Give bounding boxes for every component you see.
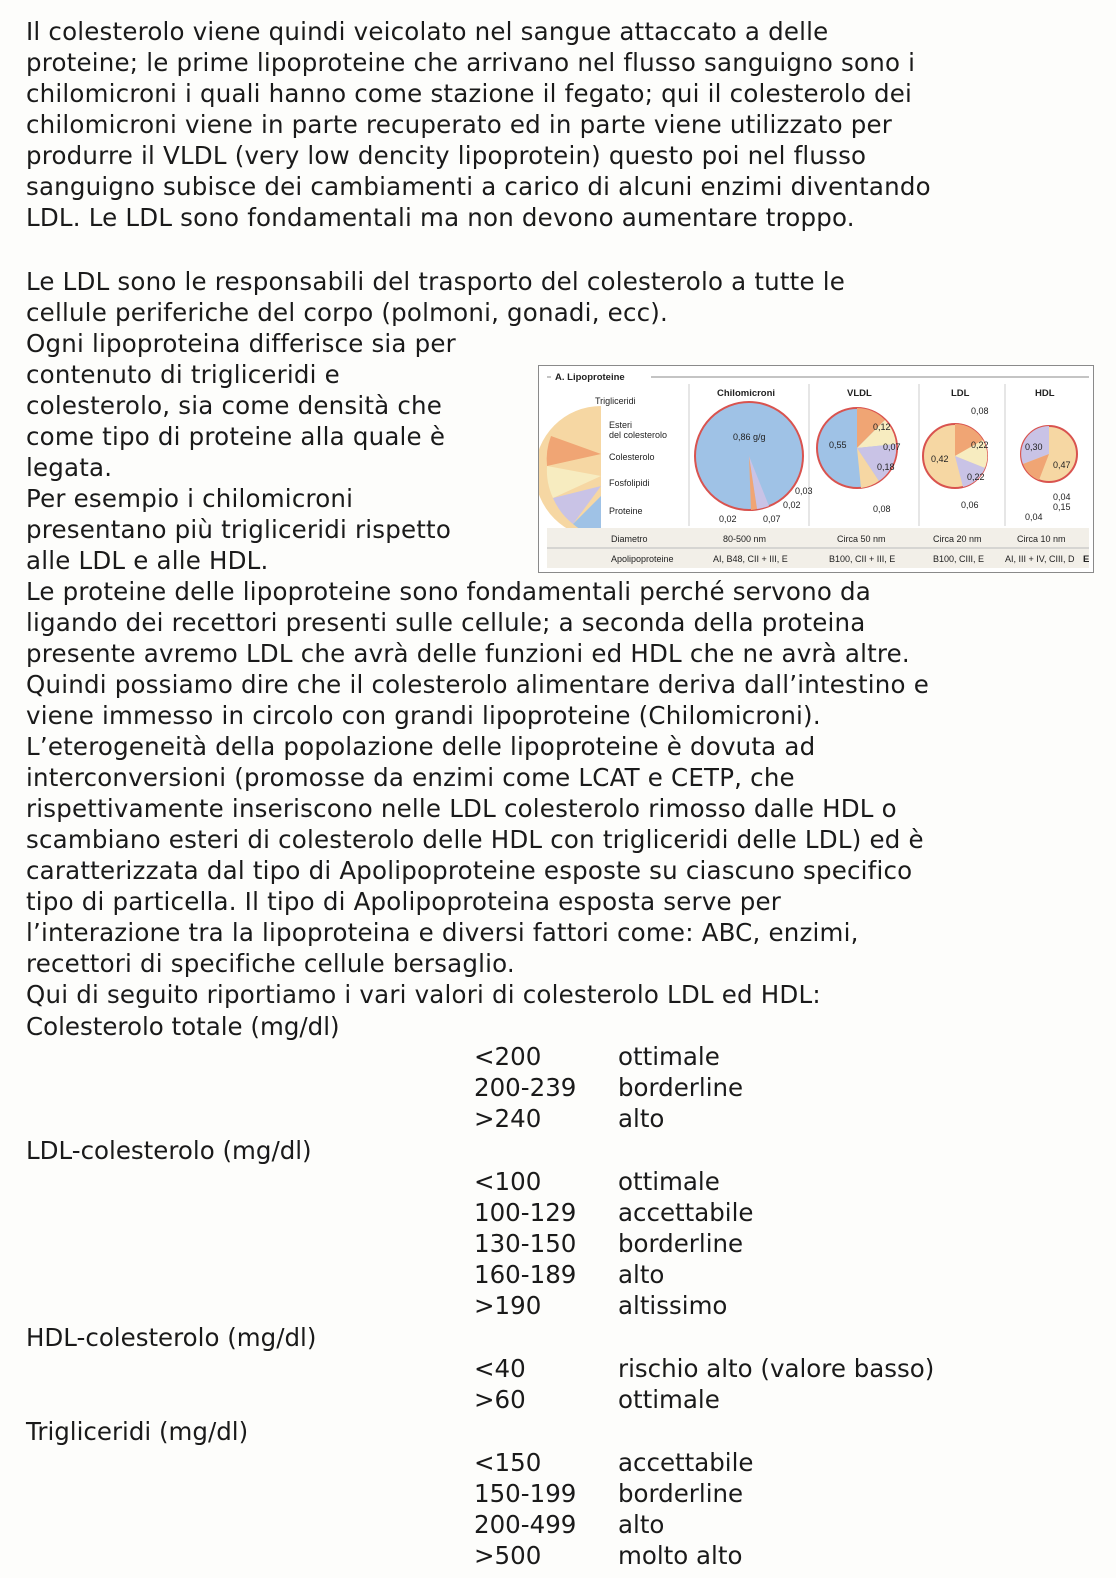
range-value: >190	[474, 1291, 542, 1320]
text-line: tipo di particella. Il tipo di Apolipoproteina esposta serve per	[26, 887, 782, 916]
chylomicron-value-4: 0,07	[763, 514, 781, 524]
column-ldl: LDL	[951, 388, 970, 399]
text-line: LDL. Le LDL sono fondamentali ma non devono aumentare troppo.	[26, 203, 855, 232]
range-value: 200-239	[474, 1073, 577, 1102]
hdl-value-2: 0,47	[1053, 460, 1071, 470]
text-line: rispettivamente inseriscono nelle LDL colesterolo rimosso dalle HDL o	[26, 794, 897, 823]
range-value: 200-499	[474, 1510, 577, 1539]
range-label: ottimale	[618, 1167, 720, 1196]
range-value: <150	[474, 1448, 542, 1477]
section-title-ldl: LDL-colesterolo (mg/dl)	[26, 1136, 312, 1165]
text-line: chilomicroni viene in parte recuperato ed in parte viene utilizzato per	[26, 110, 893, 139]
text-line: L’eterogeneità della popolazione delle lipoproteine è dovuta ad	[26, 732, 816, 761]
figure-corner-letter: E	[1083, 554, 1090, 565]
range-label: rischio alto (valore basso)	[618, 1354, 935, 1383]
vldl-value-3: 0,07	[883, 442, 901, 452]
text-line: proteine; le prime lipoproteine che arrivano nel flusso sanguigno sono i	[26, 48, 916, 77]
vldl-value-1: 0,55	[829, 440, 847, 450]
column-hdl: HDL	[1035, 388, 1055, 399]
range-value: >60	[474, 1385, 526, 1414]
range-label: accettabile	[618, 1198, 754, 1227]
chylomicron-value-2: 0,02	[783, 500, 801, 510]
legend-label-colesterolo: Colesterolo	[609, 452, 655, 462]
range-value: 160-189	[474, 1260, 577, 1289]
ldl-value-3: 0,22	[971, 440, 989, 450]
paragraph-lipoprotein-differences	[26, 328, 456, 576]
range-label: ottimale	[618, 1385, 720, 1414]
range-label: alto	[618, 1104, 665, 1133]
range-value: >500	[474, 1541, 542, 1570]
text-line: come tipo di proteine alla quale è	[26, 422, 446, 451]
chylomicron-value-3: 0,02	[719, 514, 737, 524]
text-line: recettori di specifiche cellule bersaglio.	[26, 949, 515, 978]
text-line: Qui di seguito riportiamo i vari valori di colesterolo LDL ed HDL:	[26, 980, 821, 1009]
range-label: accettabile	[618, 1448, 754, 1477]
vldl-value-2: 0,12	[873, 422, 891, 432]
range-label: altissimo	[618, 1291, 728, 1320]
text-line: presentano più trigliceridi rispetto	[26, 515, 452, 544]
text-line: alle LDL e alle HDL.	[26, 546, 269, 575]
row-diametro-vldl: Circa 50 nm	[837, 534, 886, 544]
lipoprotein-figure	[538, 365, 1094, 573]
hdl-value-4: 0,15	[1053, 502, 1071, 512]
ldl-value-5: 0,06	[961, 500, 979, 510]
legend-label-proteine: Proteine	[609, 506, 643, 516]
row-diametro-ldl: Circa 20 nm	[933, 534, 982, 544]
chylomicron-value-1: 0,03	[795, 486, 813, 496]
text-line: ligando dei recettori presenti sulle cellule; a seconda della proteina	[26, 608, 866, 637]
text-line: scambiano esteri di colesterolo delle HDL con trigliceridi delle LDL) ed è	[26, 825, 924, 854]
section-title-totale: Colesterolo totale (mg/dl)	[26, 1012, 340, 1041]
section-title-trigliceridi: Trigliceridi (mg/dl)	[26, 1417, 249, 1446]
range-value: 150-199	[474, 1479, 577, 1508]
column-vldl: VLDL	[847, 388, 872, 399]
range-label: alto	[618, 1510, 665, 1539]
text-line: Il colesterolo viene quindi veicolato nel sangue attaccato a delle	[26, 17, 829, 46]
range-value: <200	[474, 1042, 542, 1071]
range-value: 100-129	[474, 1198, 577, 1227]
text-line: contenuto di trigliceridi e	[26, 360, 340, 389]
ldl-value-4: 0,22	[967, 472, 985, 482]
chylomicron-value-tg: 0,86 g/g	[733, 432, 766, 442]
text-line: l’interazione tra la lipoproteina e diversi fattori come: ABC, enzimi,	[26, 918, 859, 947]
text-line: Ogni lipoproteina differisce sia per	[26, 329, 456, 358]
section-title-hdl: HDL-colesterolo (mg/dl)	[26, 1323, 317, 1352]
row-apo-ldl: B100, CIII, E	[933, 554, 985, 564]
hdl-value-3: 0,04	[1053, 492, 1071, 502]
range-value: 130-150	[474, 1229, 577, 1258]
legend-label-esteri-2: del colesterolo	[609, 430, 668, 440]
range-label: borderline	[618, 1479, 744, 1508]
range-value: >240	[474, 1104, 542, 1133]
text-line: presente avremo LDL che avrà delle funzioni ed HDL che ne avrà altre.	[26, 639, 910, 668]
row-diametro-label: Diametro	[611, 534, 648, 544]
figure-title: A. Lipoproteine	[555, 372, 625, 383]
text-line: Le LDL sono le responsabili del trasporto del colesterolo a tutte le	[26, 267, 846, 296]
text-line: viene immesso in circolo con grandi lipoproteine (Chilomicroni).	[26, 701, 821, 730]
legend-label-trigliceridi: Trigliceridi	[595, 396, 636, 406]
row-apo-chilo: AI, B48, CII + III, E	[713, 554, 788, 564]
row-apo-vldl: B100, CII + III, E	[829, 554, 896, 564]
range-label: ottimale	[618, 1042, 720, 1071]
text-line: produrre il VLDL (very low dencity lipoprotein) questo poi nel flusso	[26, 141, 867, 170]
paragraph-apolipoproteins	[26, 576, 929, 1010]
range-label: borderline	[618, 1073, 744, 1102]
paragraph-ldl-transport	[26, 266, 845, 328]
vldl-value-4: 0,18	[877, 462, 895, 472]
vldl-value-5: 0,08	[873, 504, 891, 514]
column-chilomicroni: Chilomicroni	[717, 388, 776, 399]
range-label: molto alto	[618, 1541, 743, 1570]
text-line: Per esempio i chilomicroni	[26, 484, 354, 513]
row-apo-hdl: AI, III + IV, CIII, D	[1005, 554, 1075, 564]
ldl-value-2: 0,42	[931, 454, 949, 464]
row-apo-label: Apolipoproteine	[611, 554, 674, 564]
range-value: <40	[474, 1354, 526, 1383]
text-line: interconversioni (promosse da enzimi come LCAT e CETP, che	[26, 763, 795, 792]
text-line: cellule periferiche del corpo (polmoni, gonadi, ecc).	[26, 298, 669, 327]
row-diametro-chilo: 80-500 nm	[723, 534, 767, 544]
text-line: sanguigno subisce dei cambiamenti a carico di alcuni enzimi diventando	[26, 172, 931, 201]
legend-label-fosfolipidi: Fosfolipidi	[609, 478, 650, 488]
range-label: borderline	[618, 1229, 744, 1258]
text-line: chilomicroni i quali hanno come stazione il fegato; qui il colesterolo dei	[26, 79, 912, 108]
paragraph-chylomicrons	[26, 16, 931, 233]
text-line: caratterizzata dal tipo di Apolipoproteine esposte su ciascuno specifico	[26, 856, 913, 885]
text-line: colesterolo, sia come densità che	[26, 391, 443, 420]
text-line: Le proteine delle lipoproteine sono fondamentali perché servono da	[26, 577, 871, 606]
range-value: <100	[474, 1167, 542, 1196]
hdl-value-1: 0,30	[1025, 442, 1043, 452]
reference-values	[26, 1012, 1086, 1572]
row-diametro-hdl: Circa 10 nm	[1017, 534, 1066, 544]
range-label: alto	[618, 1260, 665, 1289]
text-line: Quindi possiamo dire che il colesterolo alimentare deriva dall’intestino e	[26, 670, 929, 699]
ldl-value-1: 0,08	[971, 406, 989, 416]
text-line: legata.	[26, 453, 113, 482]
lipoprotein-diagram	[539, 366, 1093, 572]
legend-label-esteri: Esteri	[609, 420, 633, 430]
hdl-value-5: 0,04	[1025, 512, 1043, 522]
